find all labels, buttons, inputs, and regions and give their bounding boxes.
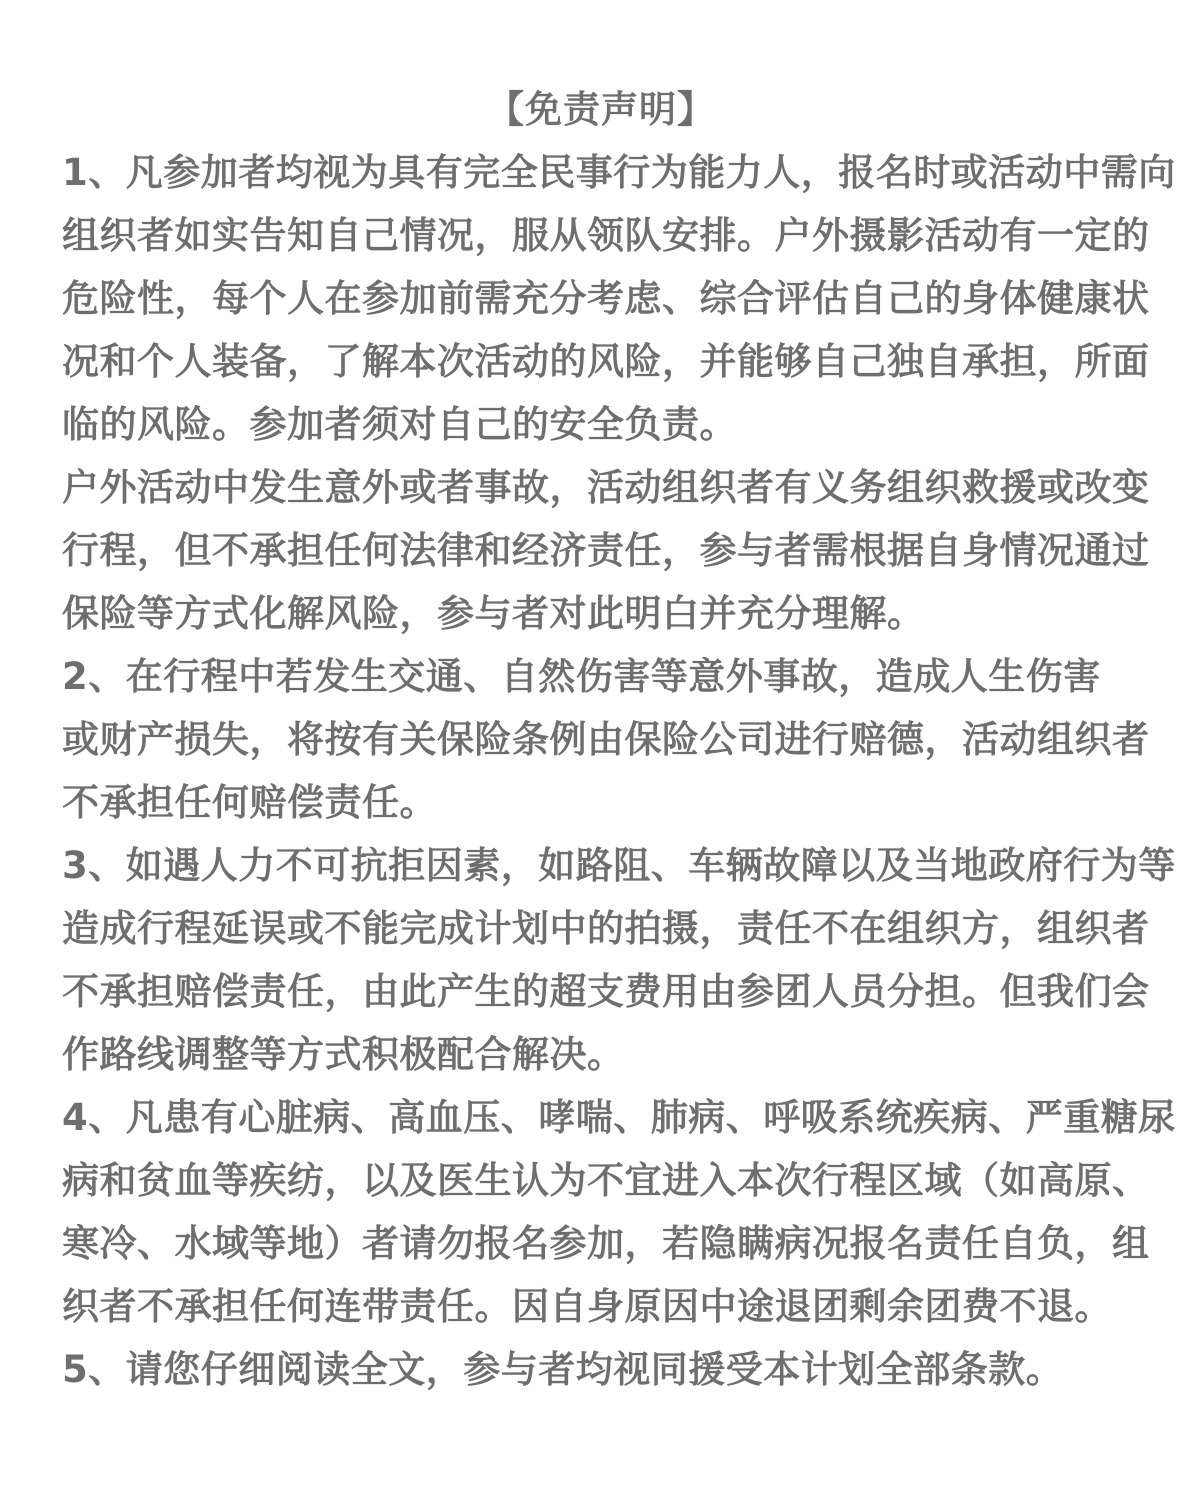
document-title: 【免责声明】 [487,88,715,131]
paragraph-clause-4 [62,1086,1176,1338]
text-line: 寒冷、水域等地）者请勿报名参加，若隐瞒病况报名责任自负，组 [62,1222,1150,1265]
text-line: 组织者如实告知自己情况，服从领队安排。户外摄影活动有一定的 [62,214,1150,257]
paragraph-clause-1-continued [62,456,1150,645]
text-line: 户外活动中发生意外或者事故，活动组织者有义务组织救援或改变 [62,466,1150,509]
paragraph-clause-5 [62,1338,1140,1401]
text-line: 4、凡患有心脏病、高血压、哮喘、肺病、呼吸系统疾病、严重糖尿 [62,1096,1176,1139]
text-line: 5、请您仔细阅读全文，参与者均视同援受本计划全部条款。 [62,1348,1064,1391]
text-line: 或财产损失，将按有关保险条例由保险公司进行赔德，活动组织者 [62,718,1150,761]
text-line: 临的风险。参加者须对自己的安全负责。 [62,403,737,446]
text-line: 3、如遇人力不可抗拒因素，如路阻、车辆故障以及当地政府行为等 [62,844,1176,887]
paragraph-clause-3 [62,834,1176,1086]
text-line: 织者不承担任何连带责任。因自身原因中途退团剩余团费不退。 [62,1285,1112,1328]
paragraph-clause-1 [62,141,1176,456]
text-line: 1、凡参加者均视为具有完全民事行为能力人，报名时或活动中需向 [62,151,1176,194]
text-line: 行程，但不承担任何法律和经济责任，参与者需根据自身情况通过 [62,529,1150,572]
text-line: 2、在行程中若发生交通、自然伤害等意外事故，造成人生伤害 [62,655,1101,698]
text-line: 作路线调整等方式积极配合解决。 [62,1033,625,1076]
text-line: 不承担赔偿责任，由此产生的超支费用由参团人员分担。但我们会 [62,970,1150,1013]
text-line: 况和个人装备，了解本次活动的风险，并能够自己独自承担，所面 [62,340,1150,383]
text-line: 保险等方式化解风险，参与者对此明白并充分理解。 [62,592,925,635]
paragraph-clause-2 [62,645,1150,834]
text-line: 不承担任何赔偿责任。 [62,781,437,824]
text-line: 造成行程延误或不能完成计划中的拍摄，责任不在组织方，组织者 [62,907,1150,950]
text-line: 病和贫血等疾纺，以及医生认为不宜进入本次行程区域（如高原、 [62,1159,1150,1202]
text-line: 危险性，每个人在参加前需充分考虑、综合评估自己的身体健康状 [62,277,1150,320]
